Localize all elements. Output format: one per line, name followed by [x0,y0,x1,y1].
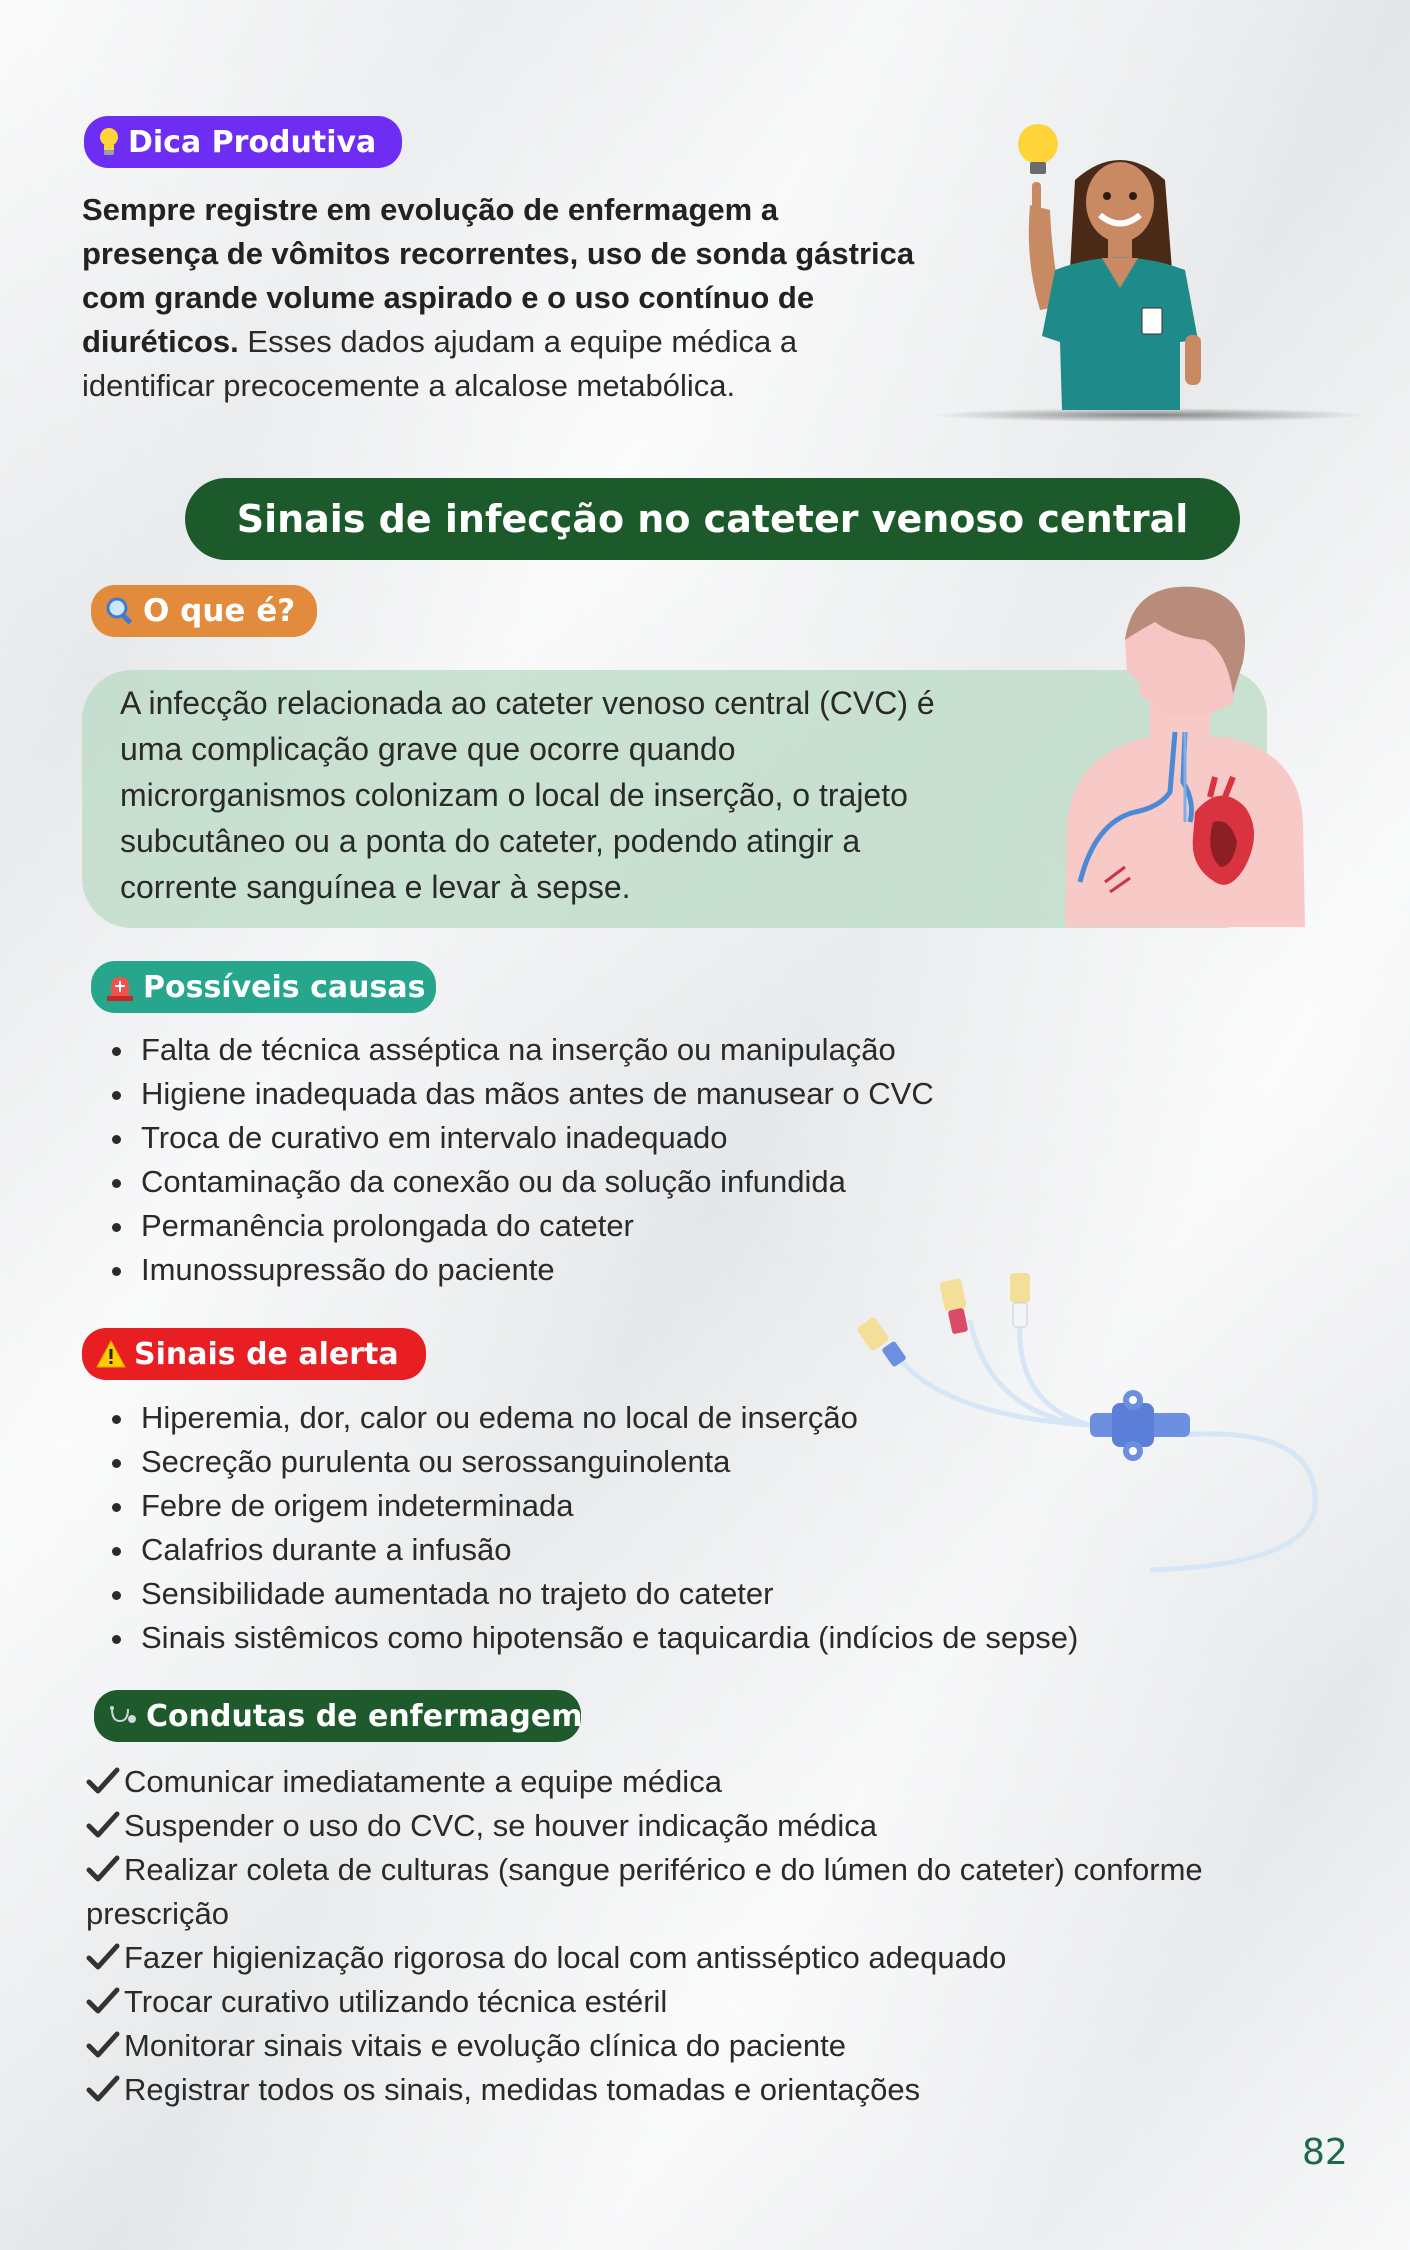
warning-icon [96,1340,126,1368]
sinais-de-alerta-label: Sinais de alerta [134,1336,399,1372]
check-icon [86,1811,120,1839]
condutas-de-enfermagem-badge [94,1690,581,1742]
dica-produtiva-badge [84,116,402,168]
list-item: • Contaminação da conexão ou da solução infundida [137,1160,1137,1204]
dica-bold-text: Sempre registre em evolução de enfermagem a presença de vômitos recorrentes, uso de sonda gástrica com grande volume aspirado e o uso contínuo de diuréticos. [82,192,915,359]
check-icon [86,2031,120,2059]
list-item: • Sensibilidade aumentada no trajeto do cateter [137,1572,1287,1616]
list-item: • Hiperemia, dor, calor ou edema no local de inserção [137,1396,1287,1440]
list-item-text: Fazer higienização rigorosa do local com antisséptico adequado [124,1940,1007,1975]
list-item: • Falta de técnica asséptica na inserção ou manipulação [137,1028,1137,1072]
list-item [86,2024,1266,2068]
possiveis-causas-badge [91,961,436,1013]
section-title: Sinais de infecção no cateter venoso central [236,497,1189,541]
possiveis-causas-label: Possíveis causas [143,969,426,1005]
list-item: • Secreção purulenta ou serossanguinolenta [137,1440,1287,1484]
condutas-de-enfermagem-label: Condutas de enfermagem [146,1698,583,1734]
causas-list [82,1028,1137,1292]
condutas-list [86,1760,1266,2112]
alerta-list [82,1396,1287,1660]
o-que-e-label: O que é? [143,593,296,629]
list-item: • Imunossupressão do paciente [137,1248,1137,1292]
definition-text: A infecção relacionada ao cateter venoso central (CVC) é uma complicação grave que ocorre quando microrganismos colonizam o local de inserção, o trajeto subcutâneo ou a ponta do cateter, podendo atingir a corrente sanguínea e levar à sepse. [120,685,935,905]
list-item [86,1760,1266,1804]
list-item [86,1804,1266,1848]
check-icon [86,1767,120,1795]
list-item [86,1848,1266,1936]
list-item: • Sinais sistêmicos como hipotensão e taquicardia (indícios de sepse) [137,1616,1287,1660]
cvc-anatomy-illustration [1055,582,1305,927]
section-title-bar [185,478,1240,560]
list-item: • Febre de origem indeterminada [137,1484,1287,1528]
siren-icon [105,972,135,1002]
o-que-e-badge [91,585,317,637]
list-item-text: Monitorar sinais vitais e evolução clínica do paciente [124,2028,846,2063]
lightbulb-icon [98,127,120,157]
page-number: 82 [1302,2132,1348,2173]
list-item-text: Realizar coleta de culturas (sangue periférico e do lúmen do cateter) conforme prescrição [86,1852,1203,1931]
list-item [86,2068,1266,2112]
list-item [86,1980,1266,2024]
dica-produtiva-label: Dica Produtiva [128,124,377,160]
list-item-text: Suspender o uso do CVC, se houver indicação médica [124,1808,878,1843]
nurse-illustration [880,110,1360,430]
magnifier-icon [105,596,135,626]
stethoscope-icon [108,1705,138,1727]
list-item: • Calafrios durante a infusão [137,1528,1287,1572]
check-icon [86,1987,120,2015]
list-item-text: Registrar todos os sinais, medidas tomadas e orientações [124,2072,921,2107]
list-item-text: Trocar curativo utilizando técnica estéril [124,1984,668,2019]
list-item: • Troca de curativo em intervalo inadequado [137,1116,1137,1160]
check-icon [86,1943,120,1971]
check-icon [86,1855,120,1883]
dica-normal-text: Esses dados ajudam a equipe médica a identificar precocemente a alcalose metabólica. [82,324,798,403]
check-icon [86,2075,120,2103]
list-item-text: Comunicar imediatamente a equipe médica [124,1764,722,1799]
list-item [86,1936,1266,1980]
sinais-de-alerta-badge [82,1328,426,1380]
list-item: • Higiene inadequada das mãos antes de manusear o CVC [137,1072,1137,1116]
dica-produtiva-text [82,188,922,408]
list-item: • Permanência prolongada do cateter [137,1204,1137,1248]
